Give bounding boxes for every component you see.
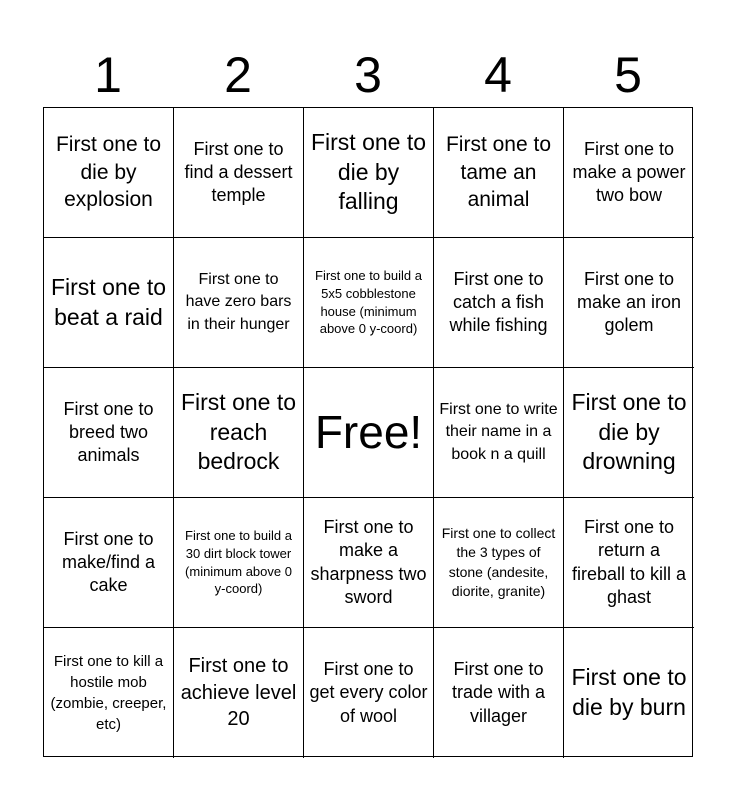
bingo-cell-r2-c2[interactable]: First one to have zero bars in their hunger	[174, 238, 304, 368]
bingo-cell-r5-c3[interactable]: First one to get every color of wool	[304, 628, 434, 758]
column-header-1: 1	[94, 47, 122, 103]
bingo-cell-r1-c5[interactable]: First one to make a power two bow	[564, 108, 694, 238]
bingo-cell-r4-c4[interactable]: First one to collect the 3 types of stone (andesite, diorite, granite)	[434, 498, 564, 628]
bingo-cell-r2-c4[interactable]: First one to catch a fish while fishing	[434, 238, 564, 368]
bingo-cell-r4-c2[interactable]: First one to build a 30 dirt block tower (minimum above 0 y-coord)	[174, 498, 304, 628]
bingo-cell-r5-c2[interactable]: First one to achieve level 20	[174, 628, 304, 758]
column-header-5: 5	[614, 47, 642, 103]
bingo-cell-r1-c4[interactable]: First one to tame an animal	[434, 108, 564, 238]
bingo-cell-r2-c1[interactable]: First one to beat a raid	[44, 238, 174, 368]
column-header-3: 3	[354, 47, 382, 103]
bingo-cell-r2-c3[interactable]: First one to build a 5x5 cobblestone house (minimum above 0 y-coord)	[304, 238, 434, 368]
bingo-cell-r3-c5[interactable]: First one to die by drowning	[564, 368, 694, 498]
bingo-cell-r1-c2[interactable]: First one to find a dessert temple	[174, 108, 304, 238]
column-header-4: 4	[484, 47, 512, 103]
bingo-cell-r1-c1[interactable]: First one to die by explosion	[44, 108, 174, 238]
bingo-cell-r3-c1[interactable]: First one to breed two animals	[44, 368, 174, 498]
bingo-cell-r3-c4[interactable]: First one to write their name in a book n a quill	[434, 368, 564, 498]
bingo-cell-r5-c4[interactable]: First one to trade with a villager	[434, 628, 564, 758]
bingo-cell-r5-c5[interactable]: First one to die by burn	[571, 664, 687, 720]
bingo-cell-r4-c5[interactable]: First one to return a fireball to kill a ghast	[564, 498, 694, 628]
bingo-cell-r2-c5[interactable]: First one to make an iron golem	[564, 238, 694, 368]
column-header-2: 2	[224, 47, 252, 103]
bingo-cell-r4-c3[interactable]: First one to make a sharpness two sword	[304, 498, 434, 628]
bingo-header	[43, 44, 693, 106]
bingo-cell-r5-c1[interactable]: First one to kill a hostile mob (zombie, creeper, etc)	[44, 628, 174, 758]
bingo-cell-r1-c3[interactable]: First one to die by falling	[304, 108, 434, 238]
bingo-cell-r4-c1[interactable]: First one to make/find a cake	[44, 498, 174, 628]
bingo-free-space[interactable]: Free!	[304, 368, 434, 498]
bingo-cell-r3-c2[interactable]: First one to reach bedrock	[174, 368, 304, 498]
bingo-board	[43, 107, 693, 757]
